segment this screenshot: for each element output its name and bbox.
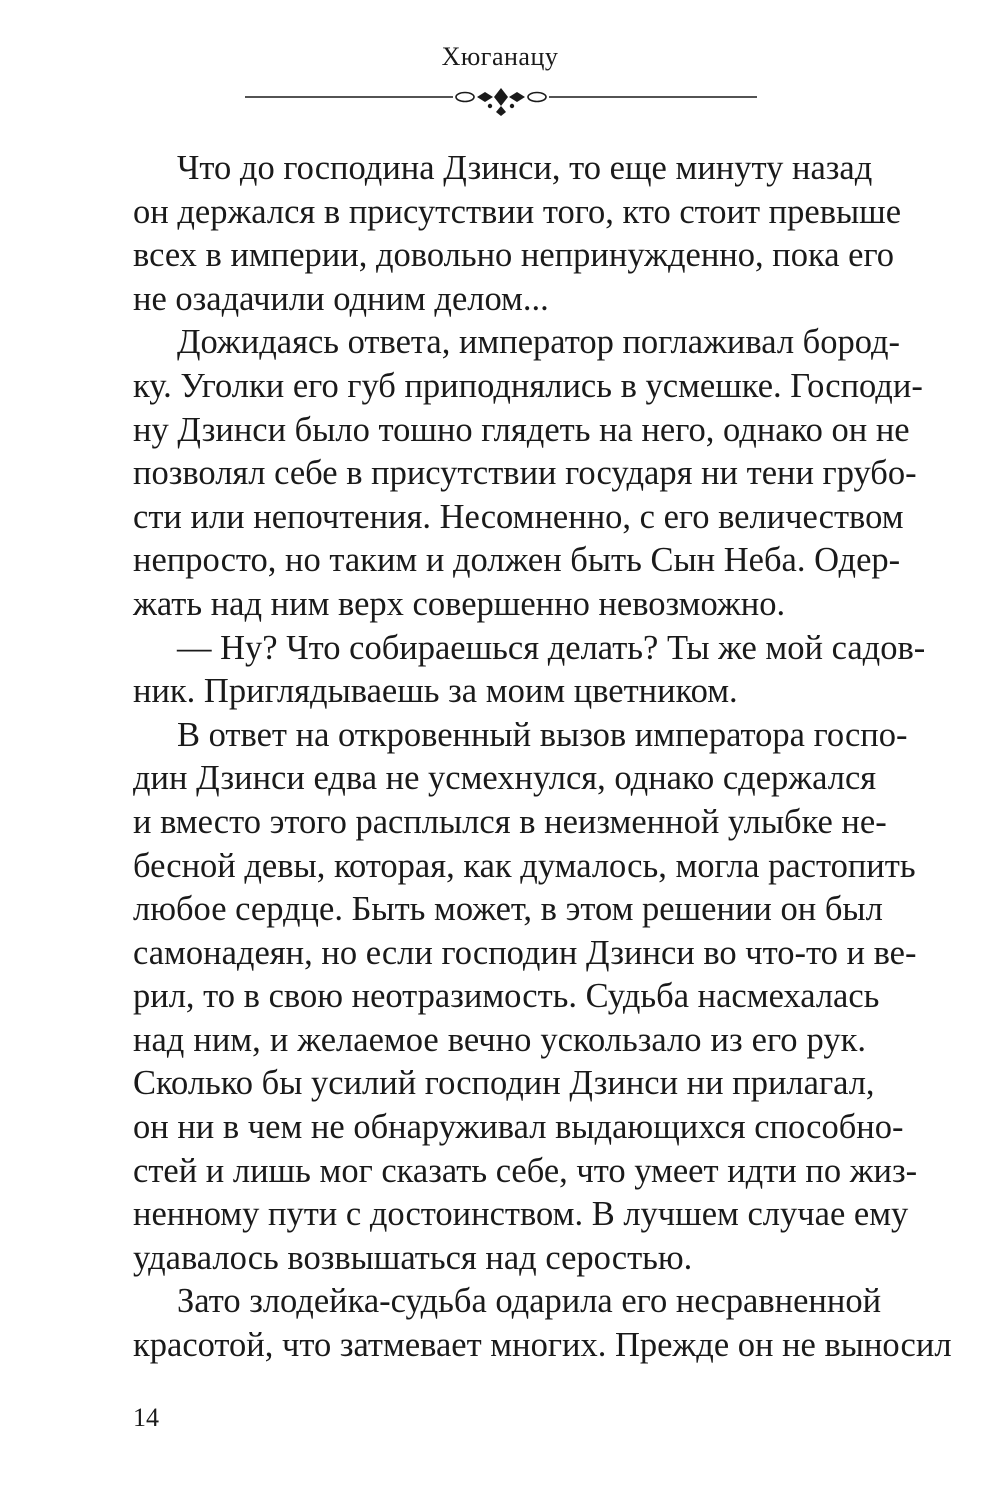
text-line: самонадеян, но если господин Дзинси во что-то и ве-	[133, 933, 917, 972]
text-line: над ним, и желаемое вечно ускользало из его рук.	[133, 1020, 866, 1059]
text-line: он ни в чем не обнаруживал выдающихся способно-	[133, 1108, 904, 1147]
ornamental-divider	[245, 82, 757, 116]
text-line: Дожидаясь ответа, император поглаживал бород-	[177, 323, 901, 362]
paragraph	[133, 147, 902, 321]
text-line: ку. Уголки его губ приподнялись в усмешке. Господи-	[133, 366, 923, 405]
paragraph	[133, 1280, 952, 1367]
text-line: красотой, что затмевает многих. Прежде он не выносил	[133, 1326, 952, 1365]
text-line: Зато злодейка-судьба одарила его несравненной	[177, 1282, 882, 1321]
text-line: Сколько бы усилий господин Дзинси ни прилагал,	[133, 1064, 875, 1103]
body-text	[133, 147, 952, 1368]
text-line: В ответ на откровенный вызов императора госпо-	[177, 715, 908, 754]
text-line: ненному пути с достоинством. В лучшем случае ему	[133, 1195, 909, 1234]
text-line: стей и лишь мог сказать себе, что умеет идти по жиз-	[133, 1151, 918, 1190]
text-line: позволял себе в присутствии государя ни тени грубо-	[133, 454, 917, 493]
running-title: Хюганацу	[441, 42, 559, 71]
text-line: Что до господина Дзинси, то еще минуту назад	[177, 149, 873, 187]
paragraph	[133, 321, 923, 626]
text-line: удавалось возвышаться над серостью.	[133, 1238, 693, 1277]
text-line: рил, то в свою неотразимость. Судьба насмехалась	[133, 977, 880, 1016]
text-line: он держался в присутствии того, кто стоит превыше	[133, 192, 902, 231]
text-line: ник. Приглядываешь за моим цветником.	[133, 672, 738, 711]
text-line: бесной девы, которая, как думалось, могла растопить	[133, 846, 916, 885]
text-line: любое сердце. Быть может, в этом решении он был	[133, 890, 883, 929]
text-line: дин Дзинси едва не усмехнулся, однако сдержался	[133, 759, 877, 798]
page-number: 14	[133, 1403, 159, 1432]
text-line: ну Дзинси было тошно глядеть на него, однако он не	[133, 410, 910, 449]
text-line: всех в империи, довольно непринужденно, пока его	[133, 236, 894, 275]
paragraph	[133, 627, 926, 714]
text-line: не озадачили одним делом...	[133, 279, 549, 318]
text-line: сти или непочтения. Несомненно, с его величеством	[133, 497, 904, 536]
text-line: жать над ним верх совершенно невозможно.	[133, 584, 786, 623]
text-line: — Ну? Что собираешься делать? Ты же мой садов-	[177, 628, 926, 667]
text-line: и вместо этого расплылся в неизменной улыбке не-	[133, 802, 887, 841]
text-line: непросто, но таким и должен быть Сын Неба. Одер-	[133, 541, 901, 580]
paragraph	[133, 714, 918, 1281]
